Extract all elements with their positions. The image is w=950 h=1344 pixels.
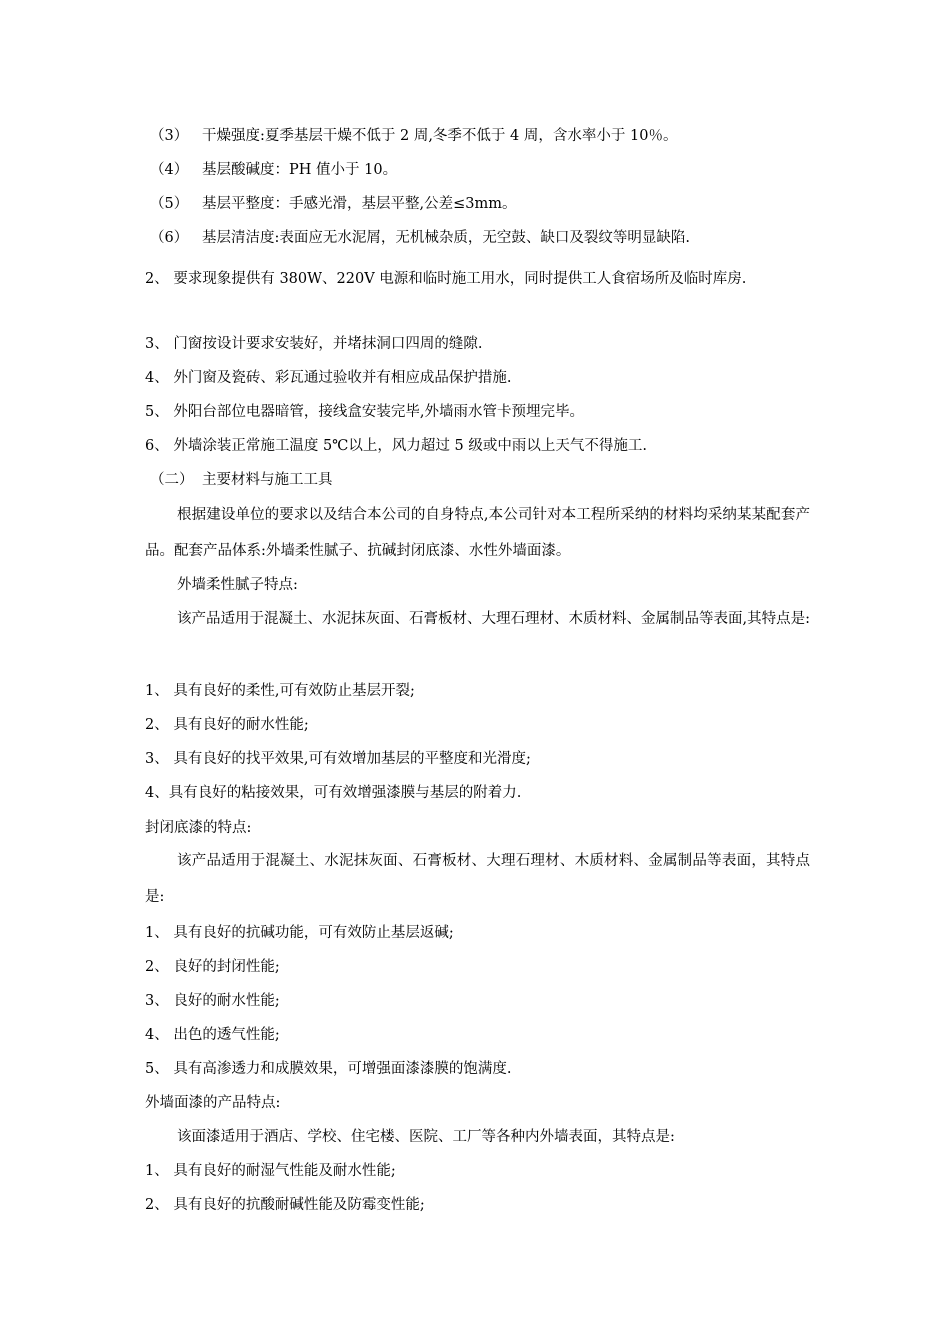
list-item: 3、 良好的耐水性能; xyxy=(145,993,280,1009)
condition-item xyxy=(150,228,815,248)
list-item: 1、 具有良好的柔性,可有效防止基层开裂; xyxy=(145,683,415,699)
condition-text: 基层清洁度:表面应无水泥屑，无机械杂质，无空鼓、缺口及裂纹等明显缺陷. xyxy=(202,230,690,246)
section-title: 主要材料与施工工具 xyxy=(202,472,333,488)
requirement-item: 6、 外墙涂装正常施工温度 5℃以上，风力超过 5 级或中雨以上天气不得施工. xyxy=(145,438,647,454)
intro-paragraph: 根据建设单位的要求以及结合本公司的自身特点,本公司针对本工程所采纳的材料均采纳某某配套产品。配套产品体系:外墙柔性腻子、抗碱封闭底漆、水性外墙面漆。 xyxy=(145,507,810,559)
putty-heading: 外墙柔性腻子特点: xyxy=(177,577,298,593)
list-item: 4、 出色的透气性能; xyxy=(145,1027,280,1043)
putty-description: 该产品适用于混凝土、水泥抹灰面、石膏板材、大理石理材、木质材料、金属制品等表面,其特点是: xyxy=(177,611,810,627)
list-item: 2、 具有良好的耐水性能; xyxy=(145,717,309,733)
condition-item xyxy=(150,194,815,214)
condition-text: 干燥强度:夏季基层干燥不低于 2 周,冬季不低于 4 周，含水率小于 10％。 xyxy=(202,128,678,144)
topcoat-description: 该面漆适用于酒店、学校、住宅楼、医院、工厂等各种内外墙表面，其特点是: xyxy=(177,1129,675,1145)
requirement-item: 2、 要求现象提供有 380W、220V 电源和临时施工用水，同时提供工人食宿场所及临时库房. xyxy=(145,271,747,287)
requirement-item: 3、 门窗按设计要求安装好，并堵抹洞口四周的缝隙. xyxy=(145,336,483,352)
requirement-item: 5、 外阳台部位电器暗管，接线盒安装完毕,外墙雨水管卡预埋完毕。 xyxy=(145,404,584,420)
list-item: 1、 具有良好的耐湿气性能及耐水性能; xyxy=(145,1163,396,1179)
list-item: 4、具有良好的粘接效果，可有效增强漆膜与基层的附着力. xyxy=(145,785,522,801)
condition-item xyxy=(150,160,815,180)
condition-item xyxy=(150,126,815,146)
list-item: 5、 具有高渗透力和成膜效果，可增强面漆漆膜的饱满度. xyxy=(145,1061,512,1077)
list-item: 3、 具有良好的找平效果,可有效增加基层的平整度和光滑度; xyxy=(145,751,531,767)
primer-description: 该产品适用于混凝土、水泥抹灰面、石膏板材、大理石理材、木质材料、金属制品等表面，其特点是: xyxy=(145,853,810,905)
condition-number: （5） xyxy=(150,196,189,212)
condition-text: 基层平整度：手感光滑，基层平整,公差≤3mm。 xyxy=(202,196,517,212)
requirement-item: 4、 外门窗及瓷砖、彩瓦通过验收并有相应成品保护措施. xyxy=(145,370,512,386)
condition-number: （3） xyxy=(150,128,189,144)
condition-text: 基层酸碱度：PH 值小于 10。 xyxy=(202,162,398,178)
list-item: 1、 具有良好的抗碱功能，可有效防止基层返碱; xyxy=(145,925,454,941)
condition-number: （4） xyxy=(150,162,189,178)
condition-number: （6） xyxy=(150,230,189,246)
list-item: 2、 良好的封闭性能; xyxy=(145,959,280,975)
primer-heading: 封闭底漆的特点: xyxy=(145,820,252,836)
section-number: （二） xyxy=(150,472,194,488)
topcoat-heading: 外墙面漆的产品特点: xyxy=(145,1095,281,1111)
list-item: 2、 具有良好的抗酸耐碱性能及防霉变性能; xyxy=(145,1197,425,1213)
section-heading xyxy=(150,470,815,490)
